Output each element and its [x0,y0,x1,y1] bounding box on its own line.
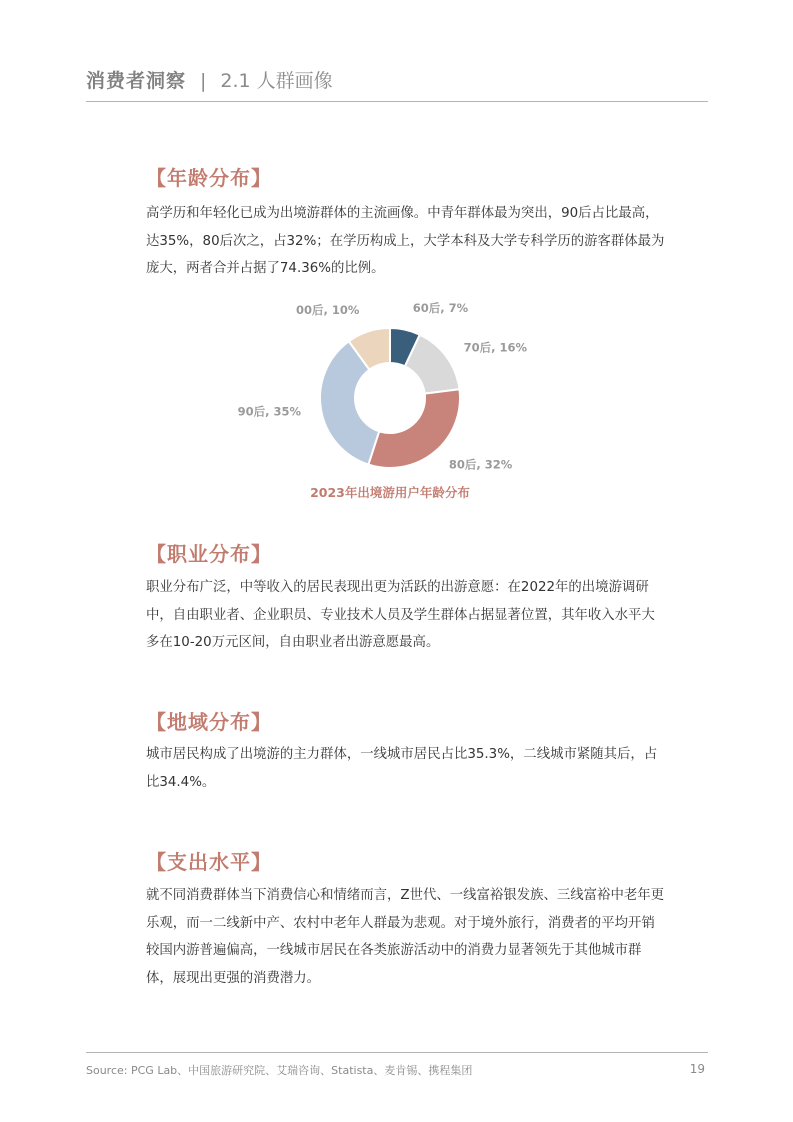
header-title: 消费者洞察 [86,70,187,92]
section-text-spending: 就不同消费群体当下消费信心和情绪而言，Z世代、一线富裕银发族、三线富裕中老年更乐观，而一二线新中产、农村中老年人群最为悲观。对于境外旅行，消费者的平均开销较国内游普遍偏高，一线城市居民在各类旅游活动中的消费力显著领先于其他城市群体，展现出更强的消费潜力。 [146,888,665,986]
section-text-region: 城市居民构成了出境游的主力群体，一线城市居民占比35.3%，二线城市紧随其后，占比34.4%。 [146,747,658,790]
donut-label-0: 60后, 7% [412,301,469,316]
section-title-occupation: 【职业分布】 [146,542,272,566]
header-subtitle: 2.1 人群画像 [220,70,333,92]
section-title-region: 【地域分布】 [146,710,272,734]
donut-slice-2 [368,389,460,468]
chart-title: 2023年出境游用户年龄分布 [310,485,470,500]
donut-label-2: 80后, 32% [448,457,513,472]
footer-divider [86,1052,708,1053]
age-distribution-donut-chart [230,300,570,510]
header-divider [86,101,708,102]
footer-source: Source: PCG Lab、中国旅游研究院、艾瑞咨询、Statista、麦肯锡、携程集团 [86,1064,473,1077]
page-number: 19 [689,1062,705,1076]
donut-label-1: 70后, 16% [463,340,527,355]
header-separator: | [200,70,207,92]
donut-label-4: 00后, 10% [296,303,360,318]
section-title-age: 【年龄分布】 [146,166,272,190]
section-title-spending: 【支出水平】 [146,850,272,874]
section-text-age: 高学历和年轻化已成为出境游群体的主流画像。中青年群体最为突出，90后占比最高，达35%，80后次之，占32%；在学历构成上，大学本科及大学专科学历的游客群体最为庞大，两者合并占据了74.36%的比例。 [146,206,665,276]
page-header [86,66,708,96]
section-text-occupation: 职业分布广泛，中等收入的居民表现出更为活跃的出游意愿：在2022年的出境游调研中，自由职业者、企业职员、专业技术人员及学生群体占据显著位置，其年收入水平大多在10-20万元区间，自由职业者出游意愿最高。 [146,580,655,650]
donut-label-3: 90后, 35% [237,404,302,419]
